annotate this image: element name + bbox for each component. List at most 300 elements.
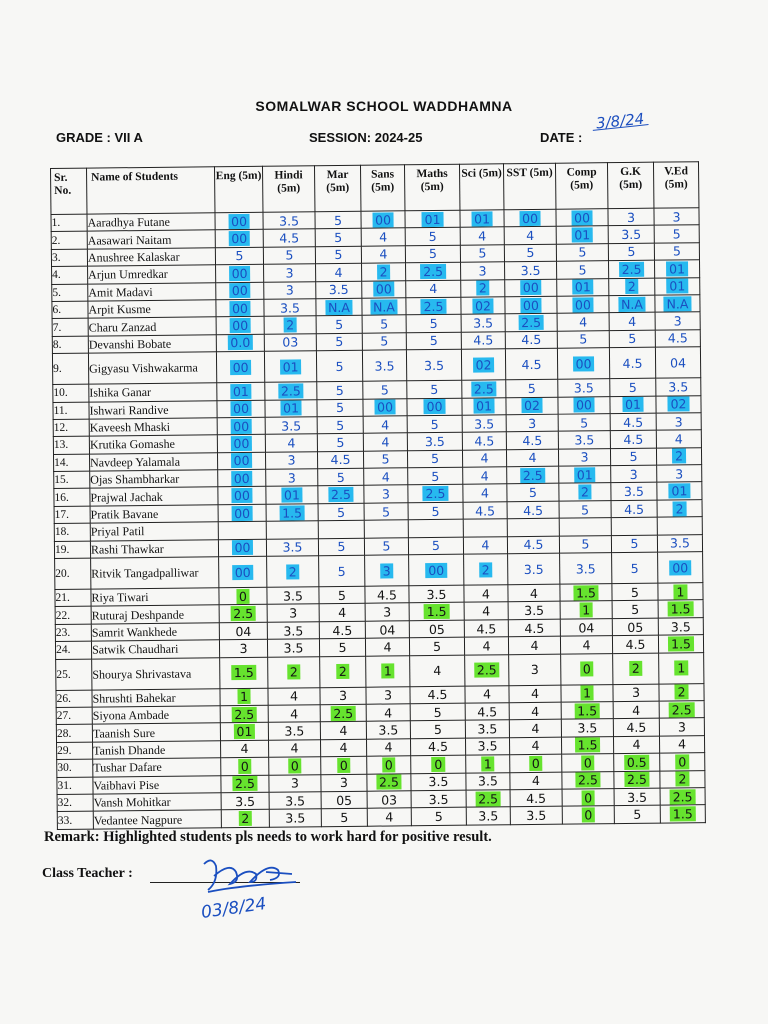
mark-value: 3.5 bbox=[526, 807, 547, 824]
mark-value: 4.5 bbox=[376, 587, 398, 603]
mark-value: 2.5 bbox=[475, 791, 501, 806]
mark-value: 3.5 bbox=[424, 433, 445, 450]
mark-cell bbox=[365, 555, 409, 586]
mark-cell bbox=[460, 245, 504, 263]
mark-value: 3 bbox=[677, 719, 686, 735]
mark-cell bbox=[504, 209, 556, 227]
mark-value: 0 bbox=[431, 757, 445, 772]
mark-cell bbox=[612, 618, 658, 636]
mark-value: 3.5 bbox=[621, 226, 642, 243]
mark-value: 00 bbox=[229, 283, 251, 298]
mark-cell bbox=[267, 587, 319, 605]
mark-value: 4.5 bbox=[524, 620, 545, 636]
mark-cell bbox=[504, 227, 556, 245]
mark-value: 4 bbox=[385, 809, 394, 825]
mark-cell bbox=[367, 808, 411, 826]
mark-value: 4 bbox=[529, 585, 539, 601]
mark-cell bbox=[557, 261, 609, 279]
mark-cell bbox=[218, 504, 266, 522]
mark-value: 2.5 bbox=[278, 383, 304, 398]
mark-value: 2 bbox=[377, 264, 391, 279]
mark-cell bbox=[365, 603, 409, 621]
mark-cell bbox=[559, 535, 611, 553]
sr-no-cell: 32. bbox=[57, 794, 93, 812]
session-label: SESSION: 2024-25 bbox=[309, 130, 423, 145]
mark-value: 5 bbox=[672, 226, 681, 242]
mark-cell bbox=[466, 755, 510, 773]
mark-cell bbox=[268, 656, 320, 688]
student-name-cell: Shrushti Bahekar bbox=[92, 688, 220, 707]
mark-value: 00 bbox=[231, 488, 253, 503]
mark-value: 4 bbox=[287, 435, 296, 451]
mark-value: 01 bbox=[473, 399, 495, 414]
mark-value: 4 bbox=[384, 739, 393, 755]
mark-value: 4 bbox=[482, 686, 492, 702]
mark-value: 2.5 bbox=[471, 381, 497, 396]
mark-value: 3 bbox=[290, 775, 300, 791]
mark-cell bbox=[320, 687, 366, 705]
mark-cell bbox=[658, 552, 703, 583]
mark-value: 00 bbox=[231, 453, 253, 468]
mark-cell bbox=[610, 378, 656, 396]
mark-cell bbox=[464, 554, 508, 585]
student-name-cell: Gigyasu Vishwakarma bbox=[88, 352, 216, 384]
mark-value: 3 bbox=[383, 604, 392, 620]
mark-cell bbox=[465, 685, 509, 703]
mark-value: 4.5 bbox=[476, 620, 497, 637]
mark-cell bbox=[609, 313, 655, 331]
mark-cell bbox=[510, 772, 562, 790]
table-header-row bbox=[51, 162, 699, 215]
mark-cell bbox=[558, 431, 610, 449]
mark-cell bbox=[366, 704, 410, 722]
mark-cell bbox=[510, 754, 562, 772]
mark-value: 01 bbox=[668, 483, 690, 498]
mark-cell bbox=[561, 653, 613, 685]
mark-cell bbox=[560, 636, 612, 654]
mark-value: 1.5 bbox=[231, 665, 257, 680]
mark-cell bbox=[655, 329, 700, 347]
mark-value: 00 bbox=[228, 231, 250, 246]
mark-cell bbox=[466, 772, 510, 790]
student-name-cell: Aasawari Naitam bbox=[87, 230, 215, 249]
mark-value: 4 bbox=[579, 314, 588, 330]
mark-value: 4 bbox=[531, 773, 540, 789]
mark-value: 3.5 bbox=[668, 379, 689, 395]
student-name-cell: Vaibhavi Pise bbox=[93, 775, 221, 794]
mark-value: 5 bbox=[431, 451, 440, 467]
mark-cell bbox=[612, 552, 658, 583]
mark-value: 4.5 bbox=[473, 332, 494, 348]
mark-value: 3.5 bbox=[283, 622, 304, 639]
mark-value: 2 bbox=[336, 664, 350, 679]
student-name-cell: Siyona Ambade bbox=[92, 706, 220, 725]
mark-value: 02 bbox=[667, 397, 689, 412]
mark-cell bbox=[559, 501, 611, 519]
mark-value: 2 bbox=[286, 564, 300, 579]
mark-value: 5 bbox=[431, 468, 440, 484]
col-header-sans: Sans (5m) bbox=[360, 165, 404, 211]
mark-value: 2 bbox=[479, 562, 493, 577]
col-header-gk: G.K (5m) bbox=[607, 162, 653, 208]
mark-cell bbox=[220, 688, 268, 706]
mark-value: 00 bbox=[229, 266, 251, 281]
mark-value: 4 bbox=[339, 722, 348, 739]
mark-cell bbox=[321, 809, 367, 827]
mark-value: 3 bbox=[381, 486, 390, 502]
student-name-cell: Amit Madavi bbox=[88, 282, 216, 301]
mark-value: 4 bbox=[531, 738, 540, 754]
mark-value: 2.5 bbox=[670, 789, 696, 804]
mark-value: 5 bbox=[334, 230, 343, 246]
mark-cell bbox=[504, 244, 556, 262]
mark-value: 01 bbox=[574, 467, 596, 482]
mark-value: 3 bbox=[674, 413, 683, 430]
mark-value: 5 bbox=[630, 584, 640, 600]
mark-cell bbox=[613, 684, 659, 702]
mark-value: 3 bbox=[673, 313, 682, 329]
mark-cell bbox=[321, 774, 367, 792]
mark-cell bbox=[407, 432, 462, 450]
mark-cell bbox=[461, 314, 505, 332]
mark-value: 2.5 bbox=[232, 776, 258, 791]
mark-value: 4 bbox=[334, 264, 343, 280]
mark-value: 4.5 bbox=[330, 452, 351, 468]
sr-no-cell: 24. bbox=[55, 641, 91, 659]
mark-cell bbox=[660, 788, 705, 806]
student-name-cell: Arjun Umredkar bbox=[88, 265, 216, 284]
grade-label: GRADE : VII A bbox=[56, 130, 143, 145]
mark-value: 5 bbox=[337, 504, 346, 520]
mark-cell bbox=[318, 538, 364, 556]
mark-value: 4.5 bbox=[523, 502, 544, 518]
mark-value: 5 bbox=[335, 382, 344, 398]
mark-cell bbox=[462, 397, 506, 415]
marks-table bbox=[50, 161, 706, 829]
mark-cell bbox=[562, 754, 614, 772]
mark-value: 5 bbox=[334, 247, 343, 263]
mark-value: 5 bbox=[381, 451, 390, 467]
mark-value: 5 bbox=[633, 806, 642, 822]
mark-cell bbox=[505, 261, 557, 279]
mark-cell bbox=[510, 789, 562, 807]
mark-cell bbox=[611, 483, 657, 501]
student-name-cell: Riya Tiwari bbox=[91, 588, 219, 607]
mark-cell bbox=[613, 719, 659, 737]
mark-cell bbox=[561, 702, 613, 720]
mark-cell bbox=[269, 739, 321, 757]
mark-value: 4 bbox=[383, 639, 392, 655]
mark-value: 5 bbox=[578, 244, 587, 260]
sr-no-cell: 2. bbox=[51, 232, 87, 250]
mark-value: 3 bbox=[626, 209, 636, 225]
mark-cell bbox=[561, 684, 613, 702]
mark-cell bbox=[660, 805, 705, 823]
mark-cell bbox=[361, 228, 405, 246]
mark-cell bbox=[315, 246, 361, 264]
mark-value: 4 bbox=[290, 740, 299, 756]
mark-cell bbox=[557, 278, 609, 296]
mark-cell bbox=[559, 483, 611, 501]
mark-value: 3.5 bbox=[282, 588, 304, 604]
mark-value: 1.5 bbox=[573, 585, 599, 600]
mark-value: 00 bbox=[231, 540, 253, 555]
mark-cell bbox=[315, 229, 361, 247]
mark-value: 3 bbox=[629, 466, 638, 482]
mark-cell bbox=[507, 536, 559, 554]
mark-value: 4 bbox=[433, 663, 442, 679]
mark-value: 5 bbox=[333, 212, 343, 228]
mark-cell bbox=[267, 639, 319, 657]
mark-cell bbox=[266, 486, 318, 504]
mark-cell bbox=[656, 413, 701, 431]
mark-value: 5 bbox=[338, 639, 347, 655]
mark-cell bbox=[319, 621, 365, 639]
mark-cell bbox=[411, 808, 466, 826]
mark-value: 5 bbox=[336, 434, 345, 450]
mark-cell bbox=[363, 398, 407, 416]
mark-value: 1.5 bbox=[424, 604, 450, 619]
mark-value: 5 bbox=[335, 334, 344, 350]
mark-cell bbox=[610, 430, 656, 448]
mark-cell bbox=[218, 522, 266, 540]
mark-value: 3 bbox=[580, 449, 589, 465]
mark-value: 2.5 bbox=[575, 772, 601, 787]
mark-cell bbox=[216, 351, 264, 383]
mark-cell bbox=[509, 685, 561, 703]
mark-cell bbox=[265, 399, 317, 417]
mark-cell bbox=[658, 617, 703, 635]
sr-no-cell: 30. bbox=[57, 759, 93, 777]
mark-value: 5 bbox=[581, 501, 590, 518]
mark-value: 4 bbox=[480, 450, 489, 466]
mark-cell bbox=[318, 520, 364, 538]
mark-value: 5 bbox=[429, 315, 438, 332]
mark-value: 3 bbox=[239, 640, 248, 656]
mark-value: 3.5 bbox=[477, 773, 498, 789]
mark-cell bbox=[463, 536, 507, 554]
mark-cell bbox=[267, 622, 319, 640]
mark-value: 4.5 bbox=[626, 719, 647, 736]
mark-cell bbox=[221, 792, 269, 810]
mark-value: 5 bbox=[335, 358, 344, 374]
mark-cell bbox=[362, 263, 406, 281]
mark-value: 5 bbox=[478, 245, 487, 261]
mark-cell bbox=[216, 317, 264, 335]
mark-cell bbox=[508, 584, 560, 602]
mark-cell bbox=[611, 465, 657, 483]
sr-no-cell: 27. bbox=[56, 707, 92, 725]
student-name-cell: Ishwari Randive bbox=[89, 400, 217, 419]
mark-value: 5 bbox=[434, 808, 443, 825]
mark-cell bbox=[406, 262, 461, 280]
mark-value: 4.5 bbox=[522, 432, 543, 449]
mark-value: 5 bbox=[430, 416, 439, 432]
mark-cell bbox=[657, 517, 702, 535]
mark-value: 5 bbox=[336, 417, 345, 433]
mark-cell bbox=[362, 280, 406, 298]
mark-cell bbox=[319, 604, 365, 622]
mark-value: 2.5 bbox=[619, 262, 645, 277]
mark-value: 1 bbox=[580, 686, 594, 701]
mark-cell bbox=[509, 720, 561, 738]
mark-value: 00 bbox=[230, 418, 252, 433]
mark-cell bbox=[408, 502, 463, 520]
sr-no-cell: 26. bbox=[56, 690, 92, 708]
mark-value: 3 bbox=[672, 209, 681, 225]
mark-cell bbox=[657, 534, 702, 552]
mark-value: 5 bbox=[581, 536, 590, 552]
mark-cell bbox=[557, 330, 609, 348]
mark-value: 3.5 bbox=[424, 357, 445, 373]
mark-value: 2.5 bbox=[420, 264, 446, 279]
mark-value: 3 bbox=[285, 282, 294, 298]
mark-value: 5 bbox=[337, 563, 346, 579]
mark-cell bbox=[407, 398, 462, 416]
student-name-cell: Tanish Dhande bbox=[93, 741, 221, 760]
mark-cell bbox=[613, 653, 659, 684]
mark-cell bbox=[363, 433, 407, 451]
mark-cell bbox=[510, 806, 562, 824]
mark-value: 01 bbox=[230, 384, 252, 399]
mark-value: 4.5 bbox=[475, 502, 496, 519]
mark-value: 3.5 bbox=[328, 282, 349, 298]
mark-value: 3.5 bbox=[623, 483, 644, 500]
mark-cell bbox=[221, 810, 269, 828]
sr-no-cell: 12. bbox=[53, 419, 89, 437]
mark-value: 00 bbox=[374, 400, 396, 415]
mark-cell bbox=[654, 242, 699, 260]
mark-value: 3.5 bbox=[279, 300, 300, 316]
mark-value: 01 bbox=[471, 211, 493, 226]
mark-value: 01 bbox=[571, 227, 593, 242]
mark-cell bbox=[559, 466, 611, 484]
mark-value: 3.5 bbox=[573, 380, 594, 396]
mark-value: 0 bbox=[580, 661, 594, 676]
mark-cell bbox=[461, 297, 505, 315]
mark-value: 0 bbox=[288, 758, 302, 773]
mark-cell bbox=[464, 585, 508, 603]
mark-cell bbox=[217, 452, 265, 470]
mark-cell bbox=[409, 637, 464, 655]
mark-cell bbox=[263, 229, 315, 247]
mark-value: 00 bbox=[373, 282, 395, 297]
mark-value: 2.5 bbox=[330, 705, 356, 720]
mark-cell bbox=[465, 654, 509, 685]
mark-cell bbox=[321, 756, 367, 774]
mark-cell bbox=[508, 602, 560, 620]
mark-cell bbox=[319, 586, 365, 604]
mark-cell bbox=[656, 378, 701, 396]
mark-cell bbox=[612, 583, 658, 601]
mark-value: 4 bbox=[381, 417, 390, 433]
mark-cell bbox=[364, 537, 408, 555]
sr-no-cell: 16. bbox=[54, 489, 90, 507]
mark-cell bbox=[659, 701, 704, 719]
mark-cell bbox=[411, 773, 466, 791]
mark-cell bbox=[407, 380, 462, 398]
mark-value: 4.5 bbox=[667, 330, 688, 346]
mark-value: 02 bbox=[473, 357, 495, 372]
mark-cell bbox=[614, 788, 660, 806]
mark-value: 5 bbox=[337, 587, 347, 603]
mark-value: 5 bbox=[628, 331, 637, 347]
mark-value: 2 bbox=[287, 664, 301, 679]
mark-cell bbox=[561, 719, 613, 737]
mark-cell bbox=[660, 770, 705, 788]
mark-cell bbox=[659, 683, 704, 701]
sr-no-cell: 20. bbox=[55, 558, 91, 589]
mark-cell bbox=[216, 334, 264, 352]
mark-value: 2.5 bbox=[230, 606, 256, 621]
mark-cell bbox=[408, 467, 463, 485]
mark-cell bbox=[505, 296, 557, 314]
student-name-cell: Krutika Gomashe bbox=[89, 435, 217, 454]
student-name-cell: Samrit Wankhede bbox=[91, 623, 219, 642]
mark-cell bbox=[560, 601, 612, 619]
mark-value: 5 bbox=[428, 229, 437, 245]
mark-cell bbox=[562, 789, 614, 807]
mark-cell bbox=[410, 738, 465, 756]
mark-cell bbox=[466, 807, 510, 825]
mark-value: 0 bbox=[675, 754, 689, 769]
mark-cell bbox=[655, 312, 700, 330]
mark-cell bbox=[317, 381, 363, 399]
mark-value: 3.5 bbox=[378, 722, 399, 738]
sr-no-cell: 28. bbox=[56, 724, 92, 742]
mark-value: 4.5 bbox=[622, 355, 643, 371]
mark-cell bbox=[366, 686, 410, 704]
mark-value: 3 bbox=[530, 662, 539, 678]
date-label: DATE : bbox=[540, 130, 583, 145]
mark-cell bbox=[316, 263, 362, 281]
mark-cell bbox=[462, 432, 506, 450]
mark-cell bbox=[217, 382, 265, 400]
mark-cell bbox=[506, 449, 558, 467]
mark-value: 4 bbox=[632, 737, 641, 753]
mark-cell bbox=[562, 806, 614, 824]
mark-value: 4.5 bbox=[523, 537, 544, 553]
sr-no-cell: 15. bbox=[54, 471, 90, 489]
mark-cell bbox=[365, 638, 409, 656]
mark-cell bbox=[608, 226, 654, 244]
mark-cell bbox=[506, 397, 558, 415]
mark-cell bbox=[362, 333, 406, 351]
mark-cell bbox=[220, 657, 268, 689]
mark-cell bbox=[460, 227, 504, 245]
mark-cell bbox=[506, 431, 558, 449]
mark-cell bbox=[612, 601, 658, 619]
mark-value: 1.5 bbox=[670, 806, 696, 821]
mark-value: 1.5 bbox=[668, 636, 694, 651]
mark-cell bbox=[558, 379, 610, 397]
mark-cell bbox=[410, 703, 465, 721]
mark-value: 4 bbox=[384, 705, 393, 721]
sr-no-cell: 18. bbox=[54, 523, 90, 541]
mark-cell bbox=[266, 469, 318, 487]
mark-cell bbox=[464, 637, 508, 655]
mark-value: 00 bbox=[572, 297, 594, 312]
mark-cell bbox=[464, 620, 508, 638]
student-rows bbox=[51, 208, 705, 829]
mark-value: 4 bbox=[379, 246, 388, 263]
teacher-signature bbox=[196, 852, 326, 932]
mark-value: 00 bbox=[520, 297, 542, 312]
mark-cell bbox=[316, 298, 362, 316]
mark-cell bbox=[614, 805, 660, 823]
mark-value: 3 bbox=[287, 470, 296, 486]
mark-value: 3.5 bbox=[279, 213, 300, 229]
